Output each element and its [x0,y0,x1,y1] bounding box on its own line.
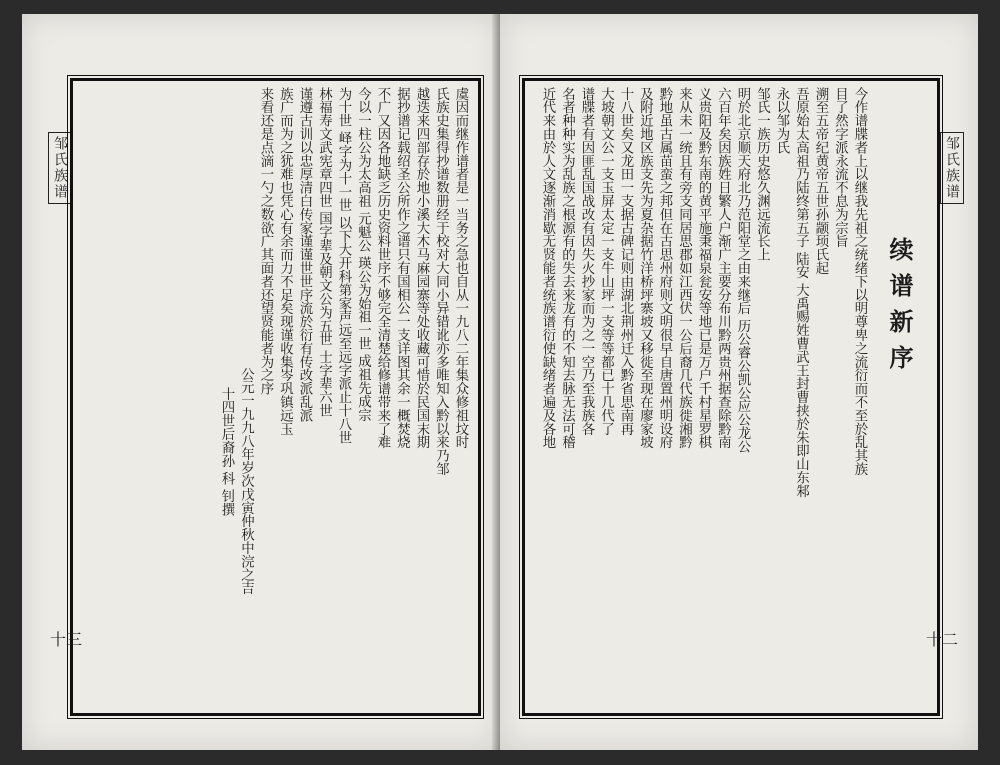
text-column: 氏族史集得抄谱数册经于校对大同小异错讹亦多唯知入黔以来乃邹 [433,87,449,476]
text-column: 明於北京顺天府北乃范阳堂之由来继后 历公睿公凯公应公龙公 [735,87,750,454]
left-page [22,14,500,750]
text-column: 来看还是点滴一勺之数欲广其面者还望贤能者为之序 [258,87,273,396]
text-column: 吾原始太高祖乃陆终第五子 陆安 大禹赐姓曹武王封曹挟於朱即山东邾 [793,87,809,498]
text-column: 据抄谱记载绍圣公所作之谱只有国相公一支详图其余一概焚烧 [394,87,410,449]
text-column: 大坡朝文公一支玉屏太定一支牛山坪一支等等都已十几代了 [598,87,614,436]
left-text-frame [70,78,481,716]
text-column: 越迭来四部存於地小溪大木马麻园寨等处收藏可惜於民国末期 [414,87,429,449]
text-column: 义贵阳及黔东南的黄平施秉福泉瓮安等地已是万户千村星罗棋 [696,87,711,449]
text-column: 十八世矣又龙田一支据古碑记则由湖北荆州迁入黔省思南再 [618,87,633,436]
text-column: 林福寿文武宪章四世 国字辈及朝文公为五世 士字辈六世 [316,87,332,418]
text-column: 近代来由於人文逐渐消歇无贤能者统族谱衍使缺绪者遍及各地 [540,87,555,449]
text-column: 十四世后裔孙 科 钊撰 [219,387,234,517]
right-text-columns [533,87,929,707]
text-column: 今作谱牒者上以继我先祖之统绪下以明尊卑之流衍而不至於乱其族 [852,87,867,476]
text-column: 今以一柱公为太高祖 元魁公 瑛公为始祖一世 成祖先成宗 [355,87,371,422]
text-column: 公元一九九八年岁次戊寅仲秋中浣之吉 [238,367,254,595]
book-label-right: 邹氏族谱 [940,132,964,204]
text-column: 虞因而继作谱者是一当务之急也自从一九八二年集众修祖坟时 [453,87,468,449]
text-column: 族广而为之犹难也凭心有余而力不足矣现谨收集岑巩镇远玉 [277,87,293,436]
text-column: 及附近地区族支先为夏杂据竹洋桥坪寨坡又移徙至现在廖家坡 [637,87,653,449]
text-column: 名者种种实为乱族之根源有的失去来龙有的不知去脉无法可稽 [559,87,575,449]
text-column: 谱牒者有因匪乱国战改有因失火抄家而为之一空乃至我族各 [579,87,594,436]
text-column: 邹氏一族历史悠久渊远流长上 [754,87,770,262]
text-column: 来从未一统且有旁支同居思郡如江西伏一公后裔几代族徙湘黔 [676,87,692,449]
text-column: 谨遵古训以忠厚清白传家谨谨世世序流於衍有传改派乱派 [297,87,312,422]
text-column: 黔地虽古属苗蛮之邦但在古思州府则文明很早自唐置州明设府 [657,87,672,449]
text-column: 为十世 峄字为十一世 以下大开科第家声远至远字派止十八世 [336,87,351,444]
page-number-left: 十三 [50,630,83,649]
preface-title: 续谱新序 [885,237,914,381]
left-text-columns [81,87,470,707]
text-column: 目了然字派永流不息为宗旨 [832,87,848,248]
right-text-frame [522,78,940,716]
text-column: 永以邹为氏 [774,87,789,154]
book-label-left: 邹氏族谱 [48,132,72,204]
right-page [500,14,978,750]
text-column: 溯至五帝纪黄帝五世孙颛顼氏起 [813,87,828,275]
text-column: 不广又因各地缺乏历史资料世序不够完全清楚给修谱带来了难 [375,87,390,449]
text-column: 六百年矣因族姓日繁人户渐广主要分布川黔两贵州据查除黔南 [715,87,731,449]
page-number-right: 十二 [925,630,958,649]
